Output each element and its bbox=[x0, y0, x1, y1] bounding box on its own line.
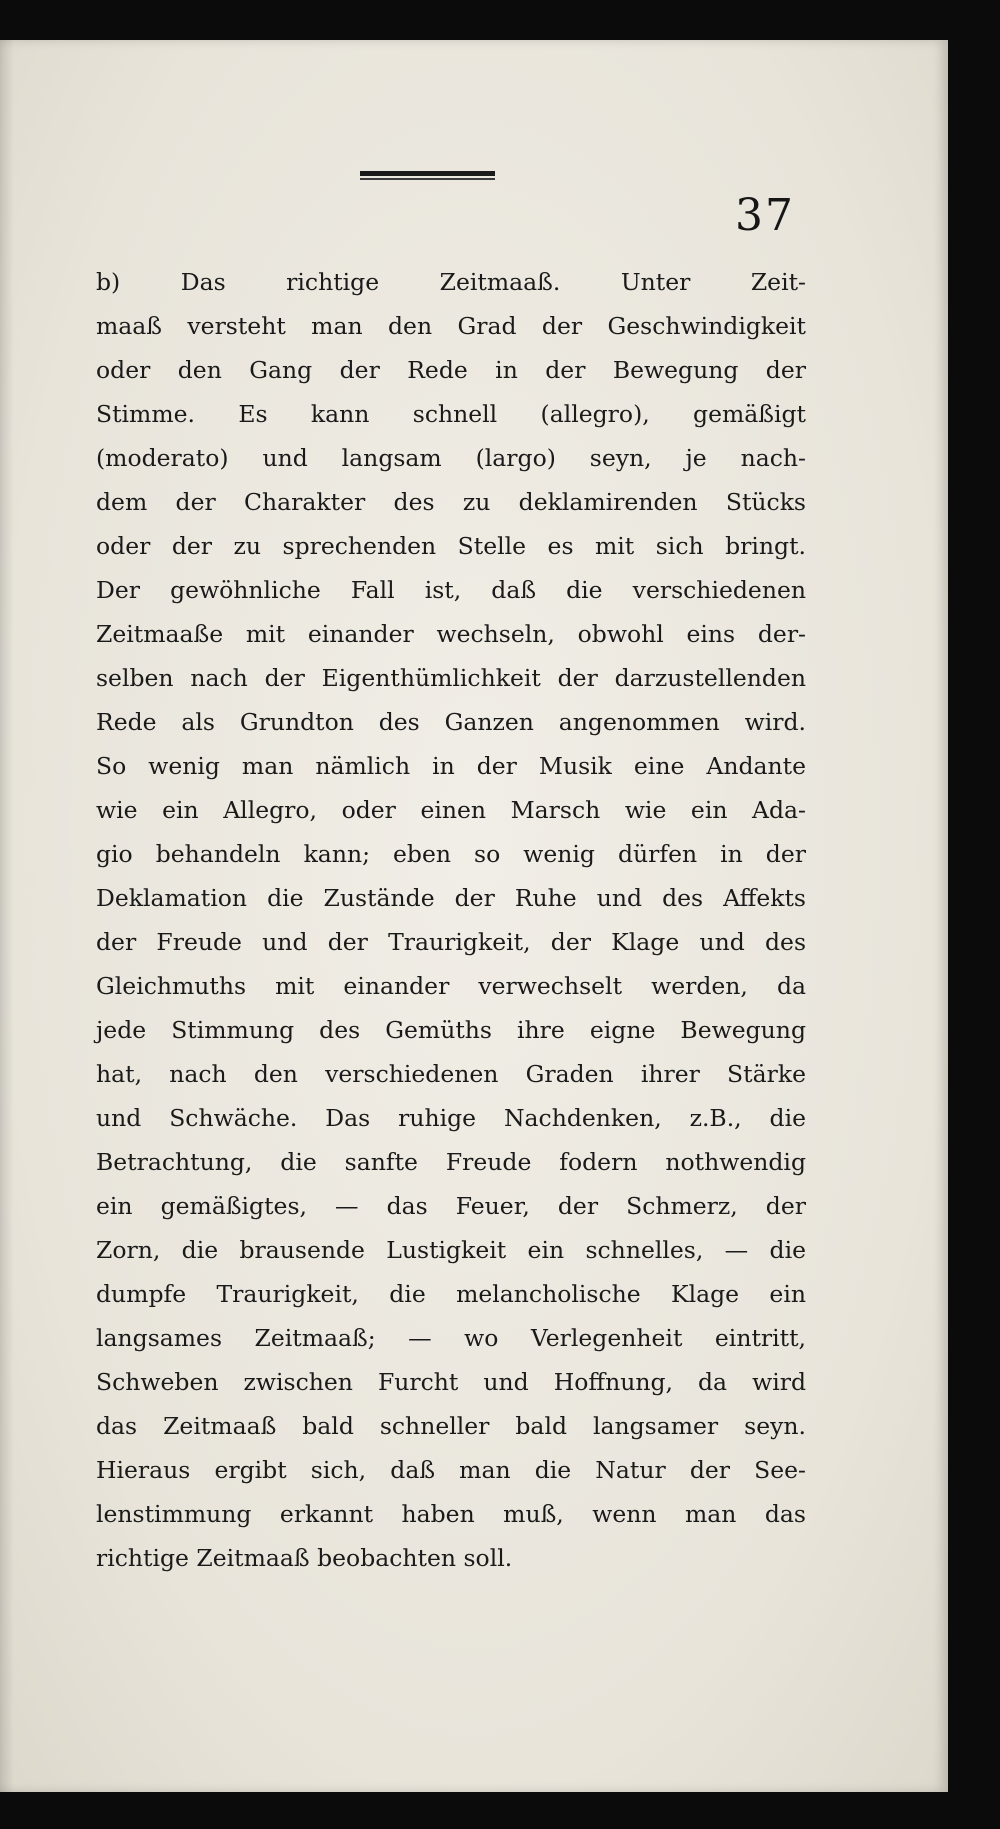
text-line: Schweben zwischen Furcht und Hoffnung, da wird bbox=[96, 1368, 806, 1396]
text-line: und Schwäche. Das ruhige Nachdenken, z.B., die bbox=[96, 1104, 806, 1132]
header-rule-thick bbox=[360, 171, 495, 176]
text-line: hat, nach den verschiedenen Graden ihrer Stärke bbox=[96, 1060, 806, 1088]
text-line: Zorn, die brausende Lustigkeit ein schnelles, — die bbox=[96, 1236, 806, 1264]
page-number: 37 bbox=[735, 190, 795, 241]
text-line: Stimme. Es kann schnell (allegro), gemäßigt bbox=[96, 400, 806, 428]
header-rule-thin bbox=[360, 178, 495, 180]
body-text bbox=[96, 260, 806, 1580]
text-line: Betrachtung, die sanfte Freude fodern nothwendig bbox=[96, 1148, 806, 1176]
text-line: (moderato) und langsam (largo) seyn, je nach- bbox=[96, 444, 806, 472]
text-line: ein gemäßigtes, — das Feuer, der Schmerz, der bbox=[96, 1192, 806, 1220]
text-line: Gleichmuths mit einander verwechselt werden, da bbox=[96, 972, 806, 1000]
text-line: der Freude und der Traurigkeit, der Klage und des bbox=[96, 928, 806, 956]
text-line: wie ein Allegro, oder einen Marsch wie ein Ada- bbox=[96, 796, 806, 824]
text-line: Der gewöhnliche Fall ist, daß die verschiedenen bbox=[96, 576, 806, 604]
page-gutter-shadow bbox=[0, 40, 14, 1792]
text-line: b) Das richtige Zeitmaaß. Unter Zeit- bbox=[96, 268, 806, 296]
header-rule bbox=[360, 168, 495, 182]
text-line: Zeitmaaße mit einander wechseln, obwohl eins der- bbox=[96, 620, 806, 648]
text-line: das Zeitmaaß bald schneller bald langsamer seyn. bbox=[96, 1412, 806, 1440]
text-line: So wenig man nämlich in der Musik eine Andante bbox=[96, 752, 806, 780]
text-line: selben nach der Eigenthümlichkeit der darzustellenden bbox=[96, 664, 806, 692]
text-line: richtige Zeitmaaß beobachten soll. bbox=[96, 1544, 513, 1572]
text-line: oder der zu sprechenden Stelle es mit sich bringt. bbox=[96, 532, 806, 560]
text-line: oder den Gang der Rede in der Bewegung der bbox=[96, 356, 806, 384]
text-line: lenstimmung erkannt haben muß, wenn man das bbox=[96, 1500, 806, 1528]
text-line: langsames Zeitmaaß; — wo Verlegenheit eintritt, bbox=[96, 1324, 806, 1352]
text-line: jede Stimmung des Gemüths ihre eigne Bewegung bbox=[96, 1016, 806, 1044]
text-line: maaß versteht man den Grad der Geschwindigkeit bbox=[96, 312, 806, 340]
text-line: gio behandeln kann; eben so wenig dürfen in der bbox=[96, 840, 806, 868]
text-line: Rede als Grundton des Ganzen angenommen wird. bbox=[96, 708, 806, 736]
text-line: dumpfe Traurigkeit, die melancholische Klage ein bbox=[96, 1280, 806, 1308]
book-page bbox=[0, 40, 948, 1792]
text-line: Hieraus ergibt sich, daß man die Natur der See- bbox=[96, 1456, 806, 1484]
text-line: dem der Charakter des zu deklamirenden Stücks bbox=[96, 488, 806, 516]
text-line: Deklamation die Zustände der Ruhe und des Affekts bbox=[96, 884, 806, 912]
